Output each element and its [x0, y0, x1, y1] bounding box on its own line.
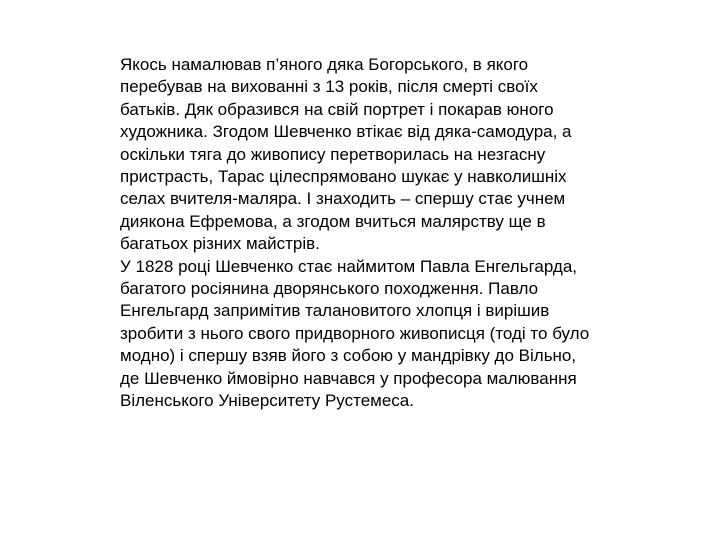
text-line: Віленського Університету Рустемеса.: [120, 391, 414, 411]
text-line: пристрасть, Тарас цілеспрямовано шукає у навколишніх: [120, 167, 567, 187]
text-line: оскільки тяга до живопису перетворилась на незгасну: [120, 144, 546, 164]
text-line: багатьох різних майстрів.: [120, 234, 320, 254]
text-line: зробити з нього свого придворного живописця (тоді то було: [120, 323, 590, 343]
text-line: Якось намалював п’яного дяка Богорського, в якого: [120, 55, 529, 74]
text-line: У 1828 році Шевченко стає наймитом Павла Енгельгарда,: [120, 256, 578, 276]
text-line: селах вчителя-маляра. І знаходить – спершу стає учнем: [120, 189, 566, 209]
text-line: батьків. Дяк образився на свій портрет і покарав юного: [120, 99, 554, 119]
text-line: Енгельгард запримітив талановитого хлопця і вирішив: [120, 301, 550, 321]
text-line: модно) і спершу взяв його з собою у мандрівку до Вільно,: [120, 346, 577, 366]
text-line: де Шевченко ймовірно навчався у професора малювання: [120, 368, 577, 388]
text-line: багатого росіянина дворянського походження. Павло: [120, 279, 539, 299]
text-line: диякона Ефремова, а згодом вчиться малярству ще в: [120, 211, 546, 231]
text-line: перебував на вихованні з 13 років, після смерті своїх: [120, 77, 538, 97]
body-text: [120, 54, 640, 413]
text-line: художника. Згодом Шевченко втікає від дяка-самодура, а: [120, 122, 572, 142]
